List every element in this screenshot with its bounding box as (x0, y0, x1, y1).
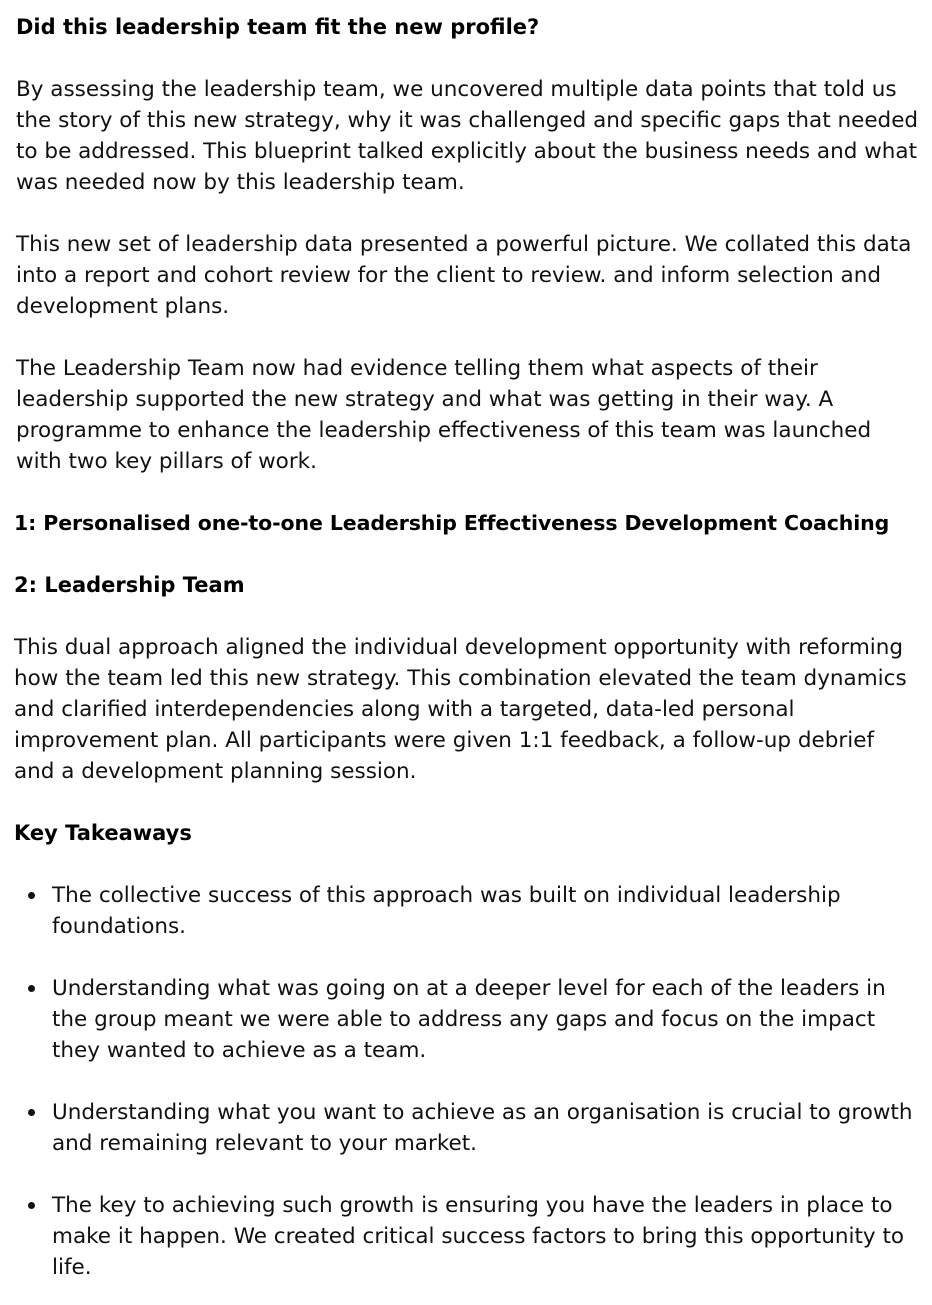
heading-pillar-team: 2: Leadership Team (14, 573, 245, 597)
takeaway-item: The collective success of this approach was built on individual leadership foundations. (52, 880, 920, 942)
paragraph-dual-approach: This dual approach aligned the individual development opportunity with reforming how the team led this new strategy. This combination elevated the team dynamics and clarified interdependencies along with a targeted, data-led personal improvement plan. All participants were given 1:1 feedback, a follow-up debrief and a development planning session. (14, 635, 907, 784)
takeaway-item: Understanding what you want to achieve as an organisation is crucial to growth and remaining relevant to your market. (52, 1097, 920, 1159)
heading-key-takeaways: Key Takeaways (14, 821, 192, 845)
paragraph-assessment: By assessing the leadership team, we uncovered multiple data points that told us the story of this new strategy, why it was challenged and specific gaps that needed to be addressed. This blueprint talked explicitly about the business needs and what was needed now by this leadership team. (16, 77, 919, 195)
takeaways-list (14, 880, 920, 1283)
paragraph-evidence: The Leadership Team now had evidence telling them what aspects of their leadership supported the new strategy and what was getting in their way. A programme to enhance the leadership effectiveness of this team was launched with two key pillars of work. (16, 356, 872, 474)
takeaway-item: Understanding what was going on at a deeper level for each of the leaders in the group meant we were able to address any gaps and focus on the impact they wanted to achieve as a team. (52, 973, 920, 1066)
paragraph-leadership-data: This new set of leadership data presented a powerful picture. We collated this data into a report and cohort review for the client to review. and inform selection and development plans. (16, 232, 912, 319)
takeaway-item: The key to achieving such growth is ensuring you have the leaders in place to make it happen. We created critical success factors to bring this opportunity to life. (52, 1190, 920, 1283)
heading-pillar-coaching: 1: Personalised one-to-one Leadership Effectiveness Development Coaching (14, 511, 890, 535)
heading-team-fit: Did this leadership team fit the new profile? (16, 15, 540, 39)
